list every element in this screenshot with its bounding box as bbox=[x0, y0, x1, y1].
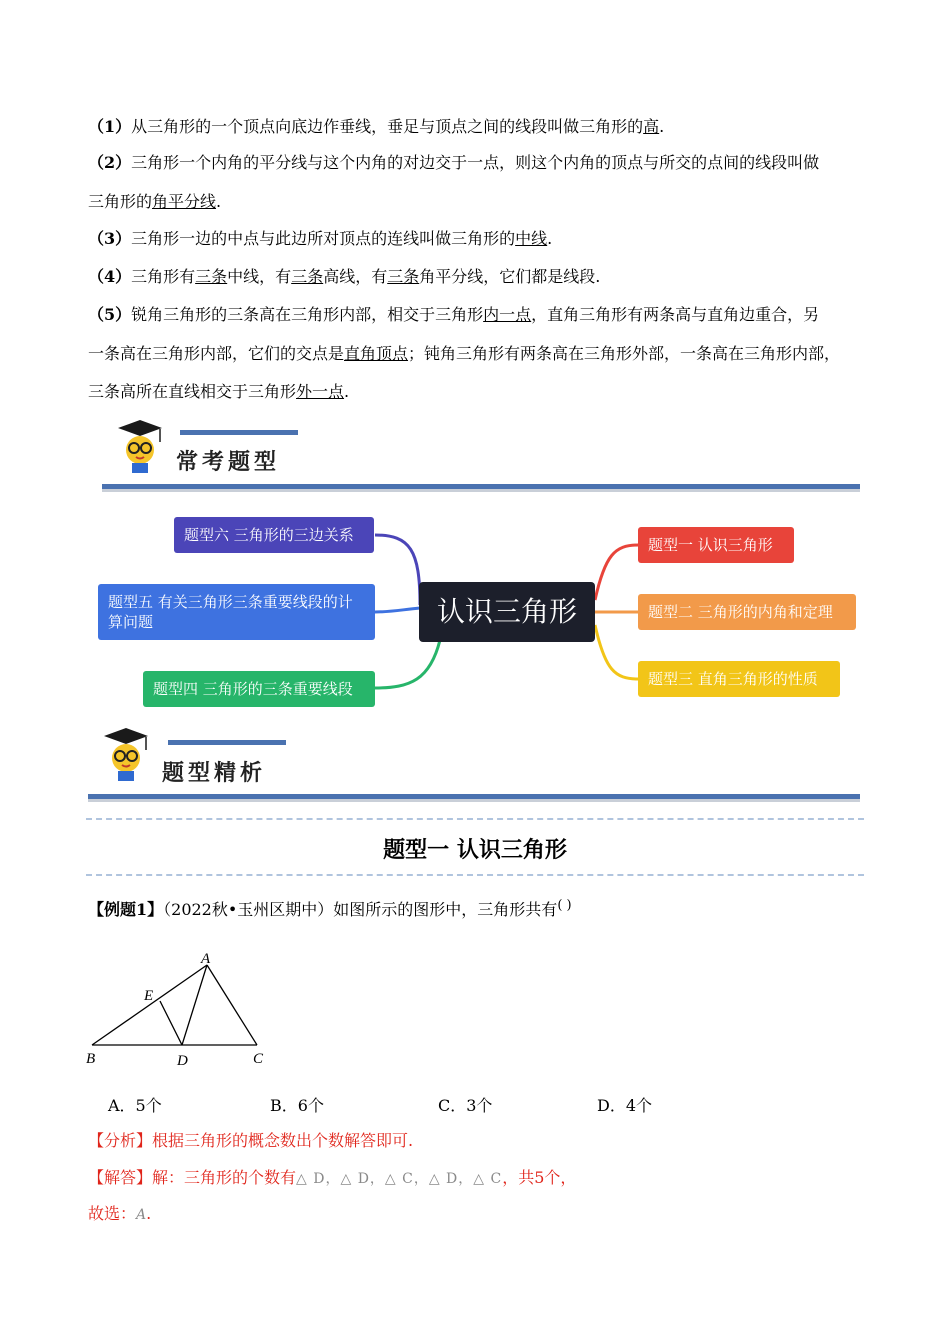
point-end: . bbox=[344, 382, 350, 401]
point-text: 从三角形的一个顶点向底边作垂线，垂足与顶点之间的线段叫做三角形的 bbox=[131, 117, 644, 136]
answer-blank: ( ) bbox=[557, 898, 572, 913]
label-A: A bbox=[201, 951, 211, 967]
point-text: ；钝角三角形有两条高在三角形外部，一条高在三角形内部， bbox=[408, 344, 841, 363]
option-d: D．4个 bbox=[597, 1096, 653, 1115]
point-text: 角平分线，它们都是线段. bbox=[419, 267, 601, 286]
point-4 bbox=[88, 267, 600, 287]
point-text: 三角形一个内角的平分线与这个内角的对边交于一点，则这个内角的顶点与所交的点间的线段叫做 bbox=[131, 153, 820, 172]
point-text: 中线，有 bbox=[227, 267, 292, 286]
mascot-icon bbox=[96, 724, 156, 784]
mindmap-item-3: 题型三 直角三角形的性质 bbox=[638, 661, 840, 697]
point-keyword: 直角顶点 bbox=[344, 344, 409, 363]
point-2-line-2 bbox=[88, 192, 221, 212]
point-keyword: 三条 bbox=[195, 267, 228, 286]
label-D: D bbox=[177, 1053, 188, 1069]
point-text: 锐角三角形的三条高在三角形内部，相交于三角形 bbox=[131, 305, 484, 324]
mindmap-item-6: 题型六 三角形的三边关系 bbox=[174, 517, 374, 553]
point-num: （5） bbox=[88, 305, 132, 324]
solution-triangles: △ D，△ D，△ C，△ D，△ C bbox=[296, 1171, 503, 1187]
mindmap-item-1: 题型一 认识三角形 bbox=[638, 527, 794, 563]
mascot-icon bbox=[110, 416, 170, 476]
solution-post: ，共5个， bbox=[502, 1168, 577, 1187]
point-5-line-2 bbox=[88, 344, 840, 364]
point-end: . bbox=[659, 117, 665, 136]
point-text: 高线，有 bbox=[323, 267, 388, 286]
option-a: A．5个 bbox=[108, 1096, 162, 1115]
point-keyword: 内一点 bbox=[483, 305, 532, 324]
section-header-analysis bbox=[0, 720, 950, 810]
point-1 bbox=[88, 117, 664, 137]
example-source: （2022秋•玉州区期中）如图所示的图形中，三角形共有 bbox=[163, 900, 558, 919]
solution-tag: 【解答】 bbox=[88, 1168, 153, 1187]
label-E: E bbox=[144, 988, 154, 1004]
point-2-line-1 bbox=[88, 153, 819, 173]
point-end: . bbox=[547, 229, 553, 248]
label-C: C bbox=[253, 1051, 264, 1067]
mindmap-item-2: 题型二 三角形的内角和定理 bbox=[638, 594, 856, 630]
point-5-line-1 bbox=[88, 305, 819, 325]
point-text: ，直角三角形有两条高与直角边重合，另 bbox=[531, 305, 820, 324]
choose-pre: 故选： bbox=[88, 1204, 137, 1223]
section-title: 常考题型 bbox=[176, 450, 281, 475]
point-end: . bbox=[216, 192, 222, 211]
label-B: B bbox=[86, 1051, 96, 1067]
solution-line bbox=[88, 1165, 576, 1188]
option-c: C．3个 bbox=[438, 1096, 493, 1115]
point-num: （2） bbox=[88, 153, 132, 172]
section-title: 题型精析 bbox=[162, 761, 267, 786]
choose-answer: A bbox=[136, 1207, 147, 1223]
analysis-line bbox=[88, 1128, 413, 1151]
point-num: （3） bbox=[88, 229, 132, 248]
mindmap-center: 认识三角形 bbox=[419, 582, 595, 642]
point-num: （4） bbox=[88, 267, 132, 286]
point-keyword: 角平分线 bbox=[152, 192, 217, 211]
point-keyword: 外一点 bbox=[296, 382, 345, 401]
mindmap-item-5: 题型五 有关三角形三条重要线段的计算问题 bbox=[98, 584, 375, 640]
solution-pre: 解：三角形的个数有 bbox=[152, 1168, 297, 1187]
section-header-common bbox=[0, 410, 950, 500]
point-text: 三角形的 bbox=[88, 192, 153, 211]
divider-bottom bbox=[86, 874, 864, 876]
point-keyword: 高 bbox=[643, 117, 660, 136]
point-text: 三条高所在直线相交于三角形 bbox=[88, 382, 297, 401]
choose-end: . bbox=[146, 1204, 152, 1223]
point-num: （1） bbox=[88, 117, 132, 136]
point-keyword: 三条 bbox=[291, 267, 324, 286]
point-text: 三角形有 bbox=[131, 267, 196, 286]
point-5-line-3 bbox=[88, 382, 349, 402]
choose-line bbox=[88, 1201, 151, 1224]
divider-top bbox=[86, 818, 864, 820]
triangle-figure bbox=[82, 950, 282, 1075]
option-b: B．6个 bbox=[270, 1096, 324, 1115]
topic-heading: 题型一 认识三角形 bbox=[383, 838, 567, 863]
point-keyword: 中线 bbox=[515, 229, 548, 248]
point-text: 一条高在三角形内部，它们的交点是 bbox=[88, 344, 345, 363]
example-tag: 【例题1】 bbox=[88, 900, 164, 919]
analysis-text: 根据三角形的概念数出个数解答即可. bbox=[152, 1131, 414, 1150]
analysis-tag: 【分析】 bbox=[88, 1131, 153, 1150]
mindmap-item-4: 题型四 三角形的三条重要线段 bbox=[143, 671, 375, 707]
point-text: 三角形一边的中点与此边所对顶点的连线叫做三角形的 bbox=[131, 229, 516, 248]
point-keyword: 三条 bbox=[387, 267, 420, 286]
point-3 bbox=[88, 229, 552, 249]
example-question bbox=[88, 897, 572, 920]
